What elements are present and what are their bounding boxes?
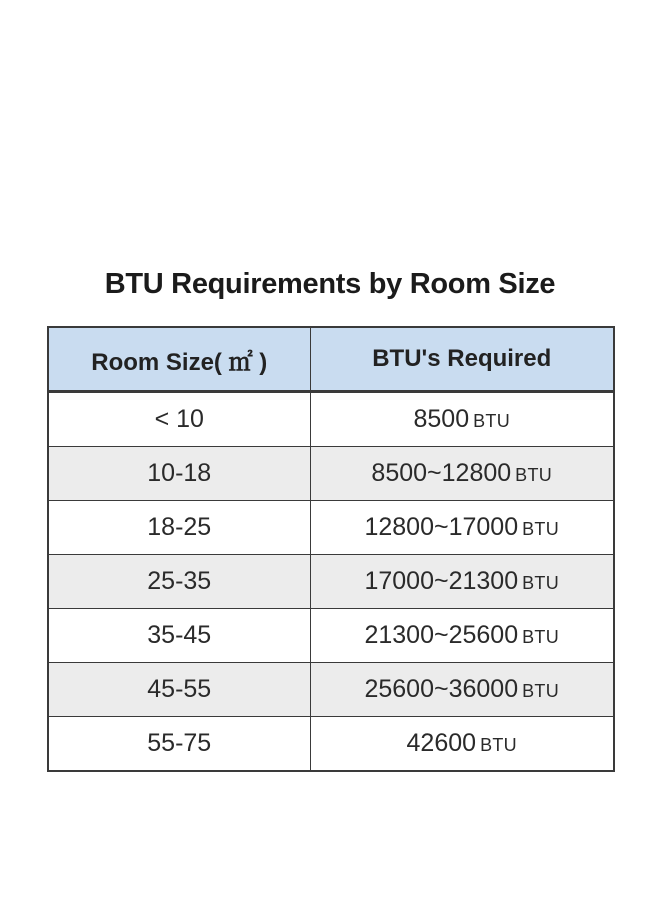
btu-unit: BTU	[515, 465, 553, 485]
room-size-cell: 35-45	[48, 609, 310, 663]
room-size-cell: 45-55	[48, 663, 310, 717]
btu-cell	[310, 663, 614, 717]
btu-value: 25600~36000	[364, 675, 519, 703]
page-title: BTU Requirements by Room Size	[104, 268, 556, 300]
btu-value: 8500	[413, 405, 470, 433]
table-row	[48, 609, 614, 663]
room-size-cell: 18-25	[48, 501, 310, 555]
btu-cell	[310, 447, 614, 501]
btu-cell	[310, 392, 614, 447]
btu-unit: BTU	[480, 735, 517, 755]
table-row	[48, 501, 614, 555]
btu-unit: BTU	[522, 519, 560, 539]
btu-value: 12800~17000	[364, 513, 519, 541]
btu-cell	[310, 717, 614, 772]
table-row	[48, 392, 614, 447]
table-row	[48, 447, 614, 501]
btu-cell	[310, 501, 614, 555]
btu-table	[47, 326, 615, 772]
table-header-row	[48, 327, 614, 392]
btu-cell	[310, 555, 614, 609]
column-header-room-size: Room Size( ㎡ )	[48, 327, 310, 392]
table-row	[48, 555, 614, 609]
btu-unit: BTU	[522, 681, 560, 701]
btu-value: 42600	[406, 729, 477, 757]
btu-value: 17000~21300	[364, 567, 519, 595]
btu-unit: BTU	[522, 627, 560, 647]
room-size-cell: < 10	[48, 392, 310, 447]
table-row	[48, 663, 614, 717]
column-header-btu-required: BTU's Required	[310, 327, 614, 392]
btu-unit: BTU	[473, 411, 511, 431]
btu-value: 21300~25600	[364, 621, 519, 649]
btu-value: 8500~12800	[371, 459, 512, 487]
btu-cell	[310, 609, 614, 663]
room-size-cell: 55-75	[48, 717, 310, 772]
btu-unit: BTU	[522, 573, 560, 593]
room-size-cell: 10-18	[48, 447, 310, 501]
table-row	[48, 717, 614, 772]
room-size-cell: 25-35	[48, 555, 310, 609]
